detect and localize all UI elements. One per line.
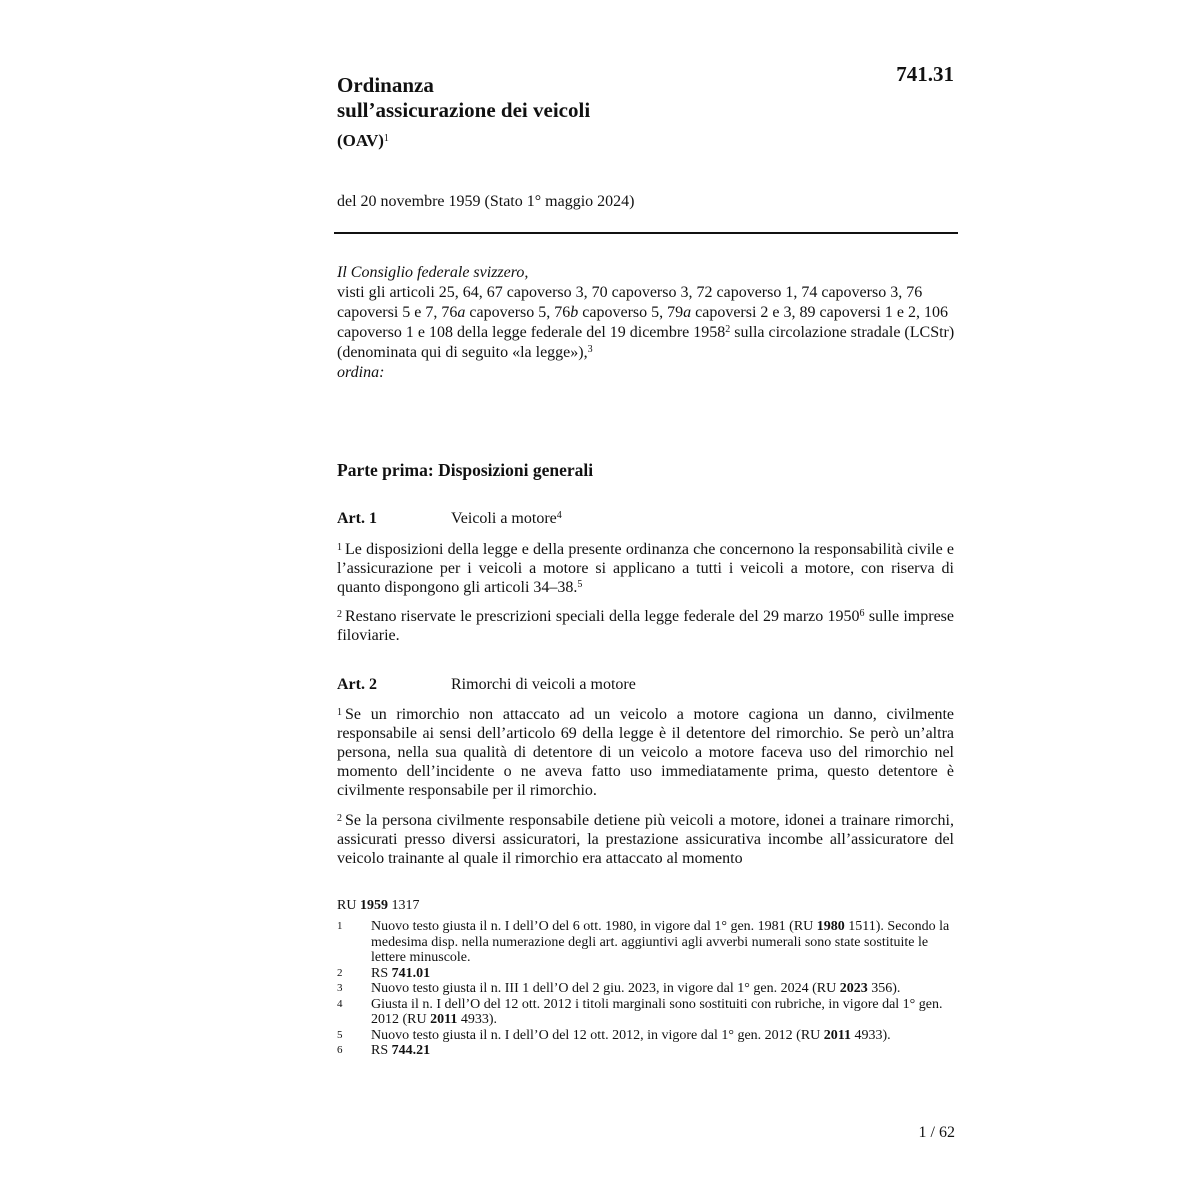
text-run: b — [570, 304, 579, 321]
article-heading — [337, 510, 562, 528]
paragraph-text — [337, 812, 954, 867]
article-paragraph — [337, 540, 954, 597]
sr-number: 741.31 — [896, 62, 954, 86]
footnote-ref[interactable]: 6 — [859, 608, 865, 619]
legal-basis — [337, 283, 957, 363]
paragraph-number: 1 — [337, 542, 342, 553]
footnote-number: 3 — [337, 982, 343, 994]
text-run: RU — [337, 898, 360, 913]
article-paragraph — [337, 705, 954, 800]
text-run: Giusta il n. I dell’O del 12 ott. 2012 i titoli marginali sono sostituiti con rubriche, in vigore dal 1° gen. 2012 (RU — [371, 996, 943, 1027]
footnote — [337, 1028, 952, 1044]
footnote — [337, 981, 952, 997]
part-heading: Parte prima: Disposizioni generali — [337, 460, 594, 480]
text-run: a — [457, 304, 466, 321]
enacting-authority: Il Consiglio federale svizzero, — [337, 264, 529, 281]
page-number: 1 / 62 — [918, 1124, 955, 1141]
text-run: 1980 — [816, 919, 845, 934]
article-paragraph — [337, 607, 954, 645]
footnote-text — [371, 966, 952, 982]
footnote-number: 2 — [337, 966, 343, 979]
paragraph-number: 2 — [337, 609, 342, 620]
text-run: Nuovo testo giusta il n. I dell’O del 6 ott. 1980, in vigore dal 1° gen. 1981 (RU — [371, 919, 817, 934]
footnote-list — [337, 919, 952, 1059]
document-title-block — [337, 73, 857, 151]
text-run: capoversi 2 e 3, 89 capoversi 1 e 2, 106 capoverso 1 e 108 della legge federale del 19 dicembre 1958 — [337, 304, 948, 341]
text-run: capoverso 5, 79 — [578, 304, 684, 321]
footnote-text — [371, 981, 952, 997]
footnote — [337, 1043, 952, 1059]
text-run: 741.01 — [391, 965, 431, 981]
footnote-number: 5 — [337, 1028, 343, 1041]
text-run: sulla circolazione stradale (LCStr) (denominata qui di seguito «la legge»), — [337, 324, 955, 361]
paragraph-number: 1 — [337, 707, 342, 718]
text-run: 1317 — [387, 898, 420, 913]
text-run: 1959 — [359, 898, 388, 913]
text-run: 2011 — [823, 1027, 851, 1043]
text-run: 2023 — [839, 981, 868, 996]
article-heading — [337, 676, 636, 694]
text-run: 744.21 — [391, 1043, 431, 1058]
article-number: Art. 2 — [337, 676, 377, 693]
article-title: Rimorchi di veicoli a motore — [451, 676, 636, 693]
text-run: Le disposizioni della legge e della presente ordinanza che concernono la responsabilità civile e l’assicurazione per i veicoli a motore si applicano a tutti i veicoli a motore, con riserva di quanto dispongono gli articoli 34–38. — [337, 541, 954, 596]
article-title: Veicoli a motore — [451, 510, 557, 527]
text-run: Restano riservate le prescrizioni speciali della legge federale del 29 marzo 1950 — [345, 608, 860, 625]
text-run: 4933). — [457, 1012, 498, 1027]
footnote-number: 1 — [337, 920, 343, 932]
header-divider — [334, 232, 958, 234]
source-reference — [337, 898, 419, 914]
text-run: RS — [371, 1043, 392, 1058]
text-run: RS — [371, 965, 392, 981]
footnote-ref[interactable]: 1 — [383, 133, 389, 144]
text-run: Se la persona civilmente responsabile detiene più veicoli a motore, idonei a trainare rimorchi, assicurati presso diversi assicuratori, la prestazione assicurativa incombe all’assicuratore del veicolo trainante al quale il rimorchio era attaccato al momento — [337, 812, 954, 867]
footnote-ref[interactable]: 5 — [577, 579, 583, 590]
document-short-title — [337, 131, 857, 151]
text-run: 2011 — [430, 1012, 458, 1027]
text-run: 356). — [867, 981, 901, 996]
decree-word: ordina: — [337, 364, 385, 381]
document-title-line: Ordinanza — [337, 73, 434, 97]
document-title-line: sull’assicurazione dei veicoli — [337, 98, 591, 122]
footnote-text — [371, 919, 952, 966]
footnote — [337, 997, 952, 1028]
footnote-ref[interactable]: 2 — [725, 324, 731, 335]
footnote-ref[interactable]: 4 — [556, 510, 562, 521]
paragraph-text — [337, 541, 954, 596]
footnote-ref[interactable]: 3 — [587, 344, 593, 355]
text-run: sulle imprese filoviarie. — [337, 608, 954, 644]
text-run: 4933). — [851, 1027, 891, 1043]
text-run: Se un rimorchio non attaccato ad un veicolo a motore cagiona un danno, civilmente responsabile ai sensi dell’articolo 69 della legge è il detentore del rimorchio. Se però un’altra persona, nella sua qualità di detentore di un veicolo a motore faceva uso del rimorchio nel momento dell’incidente o ne aveva fatto uso immediatamente prima, questo detentore è civilmente responsabile per il rimorchio. — [337, 706, 954, 799]
preamble — [337, 263, 957, 383]
footnote-text — [371, 997, 952, 1028]
paragraph-text — [337, 608, 954, 644]
text-run: Nuovo testo giusta il n. I dell’O del 12 ott. 2012, in vigore dal 1° gen. 2012 (RU — [371, 1027, 824, 1043]
footnote-number: 4 — [337, 997, 343, 1010]
footnote — [337, 919, 952, 966]
date-status-line: del 20 novembre 1959 (Stato 1° maggio 2024) — [337, 193, 635, 210]
footnote-text — [371, 1043, 952, 1059]
article-paragraph — [337, 811, 954, 868]
text-run: a — [683, 304, 692, 321]
text-run: Nuovo testo giusta il n. III 1 dell’O del 2 giu. 2023, in vigore dal 1° gen. 2024 (RU — [371, 981, 840, 996]
text-run: 1511). Secondo la medesima disp. nella numerazione degli art. aggiuntivi agli avverbi numerali sono state sostituite le lettere minuscole. — [371, 919, 950, 965]
footnote-number: 6 — [337, 1044, 343, 1056]
paragraph-number: 2 — [337, 813, 342, 824]
article-number: Art. 1 — [337, 510, 377, 527]
footnote-text — [371, 1028, 952, 1044]
footnote — [337, 966, 952, 982]
text-run: capoverso 5, 76 — [465, 304, 571, 321]
text-run: visti gli articoli 25, 64, 67 capoverso 3, 70 capoverso 3, 72 capoverso 1, 74 capoverso 3, 76 capoversi 5 e 7, 76 — [337, 284, 923, 321]
paragraph-text — [337, 706, 954, 799]
short-title-text: (OAV) — [337, 131, 384, 150]
